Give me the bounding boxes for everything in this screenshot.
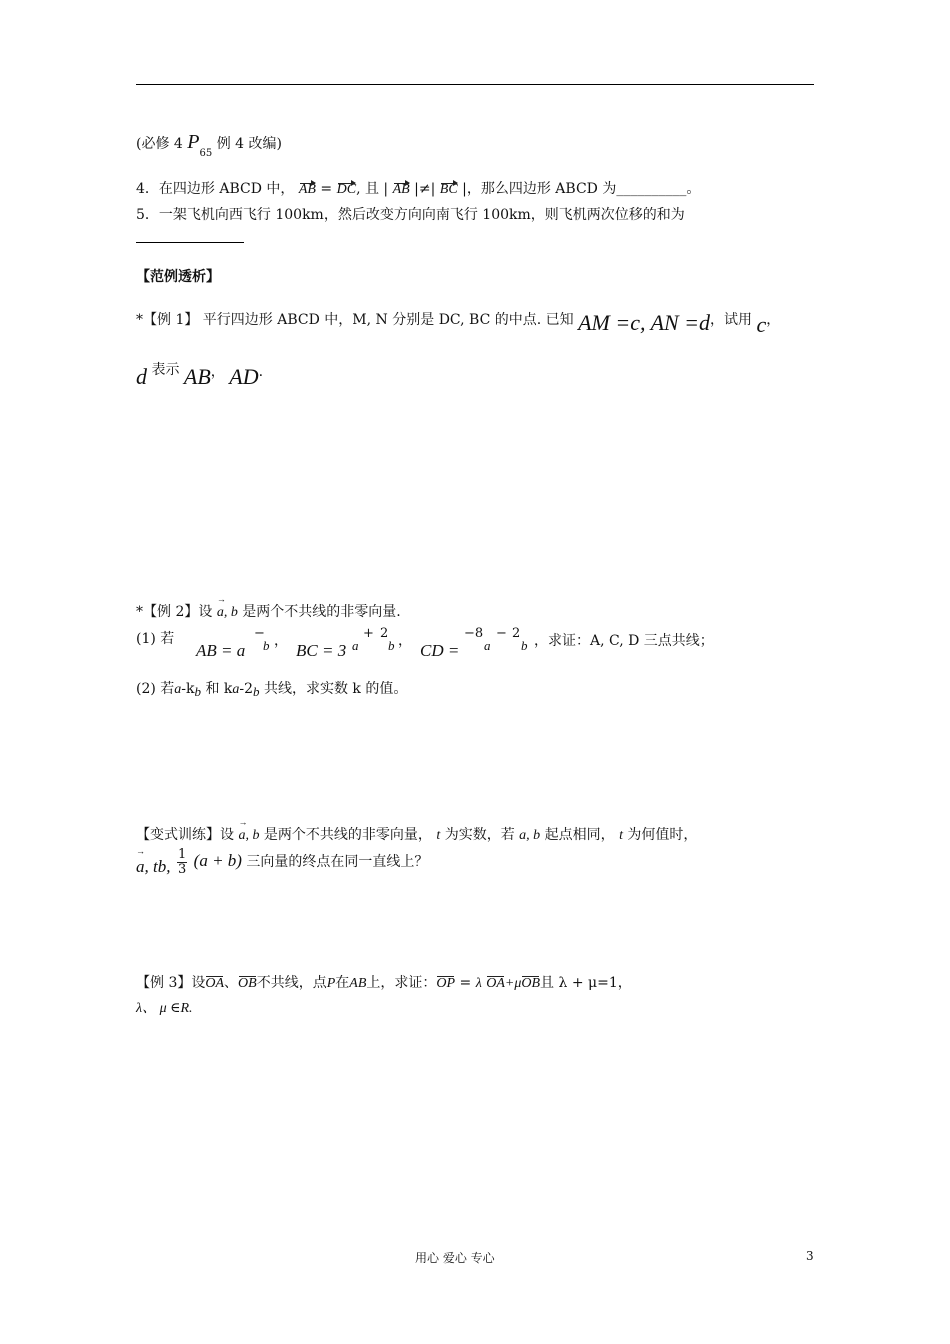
- ex3-ob-2: OB: [521, 976, 541, 991]
- q4-equals: =: [320, 181, 333, 197]
- ex2-bc-expr: BC = 3: [296, 641, 347, 660]
- ex3-ob: OB: [238, 976, 257, 991]
- note-p-letter: P: [187, 131, 200, 153]
- section-title: 【范例透析】: [136, 269, 220, 285]
- q4-vector-bc: BC: [439, 182, 458, 197]
- ex2-bc-b: b: [388, 638, 395, 653]
- ex2-p2-mk: -k: [181, 681, 195, 697]
- ex2-p2-tail: 共线，求实数 k 的值。: [263, 681, 408, 697]
- footer-slogan: 用心 爱心 专心: [415, 1251, 495, 1265]
- var-t: t: [436, 828, 441, 843]
- ex2-cd-m8: −8: [464, 626, 484, 641]
- var-mid1: 是两个不共线的非零向量，: [263, 827, 432, 843]
- var-t2: t: [619, 828, 623, 843]
- ex2-ab-expr: [196, 641, 245, 661]
- var-mid3: 起点相同，: [544, 827, 615, 843]
- var-lead: 【变式训练】设: [136, 827, 234, 843]
- var-line2-a: → a, tb,: [136, 857, 170, 877]
- ex2-cd-2: 2: [512, 626, 521, 641]
- ex2-cd-expr: CD =: [420, 641, 460, 660]
- ex1-var-c: c: [756, 312, 767, 337]
- ex2-vars: → a, b: [217, 605, 238, 621]
- q4-and: , 且 |: [356, 181, 389, 197]
- ex1-biaoshi: 表示: [151, 362, 180, 378]
- ex3-mid2: 在: [335, 975, 350, 991]
- ex3-eq: =: [459, 975, 472, 991]
- ex1-sep: ，: [210, 364, 225, 380]
- var-fraction: [177, 848, 187, 876]
- q4-vector-ab: AB: [298, 182, 316, 197]
- note-p-sub: 65: [199, 148, 213, 159]
- q4-bar: |: [462, 181, 467, 197]
- var-frac-den: 3: [177, 861, 187, 877]
- ex1-ab: AB: [183, 364, 211, 389]
- ex2-ab-expr-text: AB = a: [196, 641, 246, 660]
- var-vars: → a, b: [238, 828, 259, 844]
- ex2-p2-b: b: [194, 684, 201, 699]
- example-3-line-1: [136, 972, 632, 992]
- ex3-oa: OA: [205, 976, 225, 991]
- question-5: 5．一架飞机向西飞行 100km，然后改变方向向南飞行 100km，则飞机两次位移的和为: [136, 207, 685, 223]
- variant-line-1: [136, 824, 697, 844]
- ex3-p: P: [326, 976, 336, 991]
- ex1-dot: .: [258, 364, 264, 380]
- example-2-part-2: [136, 678, 407, 698]
- ex2-p2-and: 和 k: [205, 681, 233, 697]
- var-frac-num: 1: [177, 847, 187, 862]
- q4-vector-dc: DC: [336, 182, 357, 197]
- ex3-oa-2: OA: [486, 976, 505, 991]
- ex1-ad: AD: [229, 364, 259, 389]
- q5-answer-blank: [136, 242, 244, 243]
- var-paren: (a + b): [193, 851, 242, 871]
- ex2-ab-minus: −: [254, 626, 265, 641]
- ex3-lambda: λ: [475, 976, 482, 991]
- example-1-line-1: [136, 304, 781, 337]
- ex2-p2-m2: -2: [239, 681, 254, 697]
- q4-tail: ，那么四边形 ABCD 为__________。: [466, 181, 701, 197]
- source-note: [136, 131, 282, 159]
- ex2-p2-a2: a: [232, 682, 240, 697]
- ex2-ab-comma: ，: [274, 633, 288, 649]
- q4-vector-ab-2: AB: [392, 182, 410, 197]
- var-mid2: 为实数，若: [444, 827, 515, 843]
- var-ab: a, b: [519, 828, 541, 843]
- ex1-formula: AM =c, AN =d: [578, 310, 711, 335]
- ex2-ab-b: b: [263, 638, 270, 653]
- ex1-lead: *【例 1】 平行四边形 ABCD 中，M, N 分别是 DC, BC 的中点. 已知: [136, 312, 574, 328]
- var-line2-tail: 三向量的终点在同一直线上？: [246, 854, 429, 871]
- q4-number: 4．在四边形 ABCD 中，: [136, 181, 295, 197]
- example-3-line-2: λ、 μ ∈R.: [136, 1001, 193, 1016]
- ex2-cd-b: b: [521, 638, 528, 653]
- ex3-sep: 、: [224, 975, 239, 991]
- var-mid4: 为何值时，: [627, 827, 698, 843]
- ex3-plus-mu: +μ: [504, 976, 522, 991]
- ex2-lead: *【例 2】设: [136, 604, 213, 620]
- ex2-lead-tail: 是两个不共线的非零向量.: [242, 604, 401, 620]
- ex3-mid4: 且 λ + μ=1，: [540, 975, 632, 991]
- ex2-cd-minus: −: [496, 626, 507, 641]
- example-2-lead: [136, 601, 401, 621]
- ex2-cd-a: a: [484, 638, 491, 653]
- ex2-p1-label: (1) 若: [136, 631, 175, 647]
- header-rule: [136, 84, 814, 85]
- ex2-bc-comma: ，: [398, 633, 412, 649]
- ex2-bc-2: 2: [380, 626, 389, 641]
- note-prefix: (必修 4: [136, 136, 183, 152]
- ex1-mid: ，试用: [710, 312, 753, 328]
- ex3-ab: AB: [349, 976, 367, 991]
- note-suffix: 例 4 改编): [216, 136, 282, 152]
- ex1-var-d: d: [136, 364, 147, 389]
- ex3-mid1: 不共线，点: [256, 975, 327, 991]
- ex2-p2-b2: b: [253, 684, 260, 699]
- ex3-mid3: 上，求证：: [366, 975, 437, 991]
- question-4: [136, 178, 700, 198]
- ex2-bc-plus: +: [363, 626, 374, 641]
- ex2-p1-tail: ，求证：A, C, D 三点共线；: [534, 633, 714, 649]
- ex2-p2-a: a: [174, 682, 182, 697]
- example-1-line-2: [136, 356, 264, 389]
- q4-neq: |≠|: [414, 181, 436, 197]
- ex1-comma: ，: [766, 312, 781, 328]
- page-number: 3: [806, 1249, 814, 1263]
- ex2-p2-label: (2) 若: [136, 681, 175, 697]
- variant-line-2: [136, 848, 428, 876]
- example-2-part-1: [136, 628, 174, 648]
- ex3-op: OP: [436, 976, 456, 991]
- ex3-lead: 【例 3】设: [136, 975, 206, 991]
- ex2-bc-a: a: [352, 638, 359, 653]
